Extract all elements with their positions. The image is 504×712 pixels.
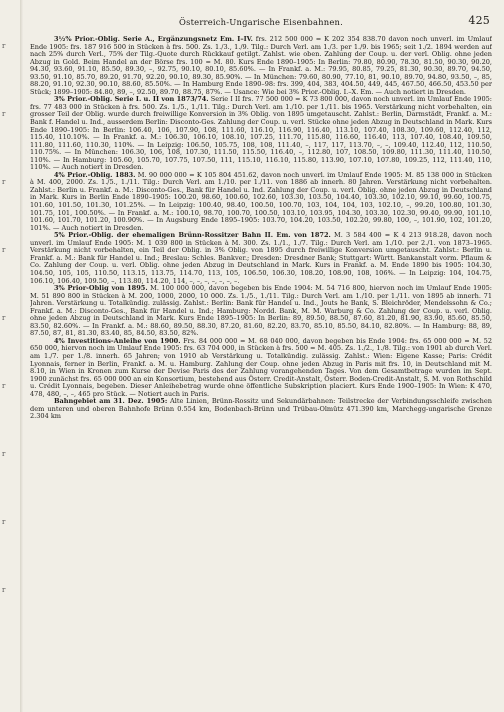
section-brunn-rossitzer (30, 232, 492, 285)
section-text: Frs. 84 000 000 = M. 68 040 000, davon begeben bis Ende 1904: frs. 65 000 000 = M. 52 650 000, hiervon noch im Umlauf Ende 1905: frs. 63 704 000, in Stücken à frs. 500 = M. 405. Zs. 1./2., 1./8. Tilg.: von 1901 ab durch Verl. am 1./7. per 1./8. innerh. 65 Jahren; von 1910 ab Verstärkung u. Totalkündig. zulässig. Zahlst.: Wien: Eigene Kasse; Paris: Crédit Lyonnais, ferner in Berlin, Frankf. a. M. u. Hamburg. Zahlung der Coup. ohne jeden Abzug in Paris mit frs. 10, in Deutschland mit M. 8.10, in Wien in Kronen zum Kurse der Devise Paris des der Zahlung vorangehenden Tages. Von dem Gesamtbetrage wurden im Sept. 1900 zunächst frs. 65 000 000 an ein Konsortium, bestehend aus Österr. Credit-Anstalt, Österr. Boden-Credit-Anstalt, S. M. von Rothschild u. Crédit Lyonnais, begeben. Dieser Anleihebetrag wurde ohne öffentliche Subskription placiert. Kurs Ende 1900–1905: In Wien: K 470, 478, 480, –, –, 465 pro Stück. — Notiert auch in Paris. (30, 336, 492, 398)
document-page (30, 14, 492, 708)
page-number: 425 (468, 14, 490, 27)
section-heading: 3½% Prior.-Oblig. Serie A., Ergänzungsnetz Em. I–IV. (54, 35, 253, 43)
section-heading: 3% Prior-Oblig von 1895. (54, 284, 148, 293)
section-text: M. 3 584 400 = K 4 213 918.28, davon noch unverl. im Umlauf Ende 1905: M. 1 039 800 in Stücken à M. 300. Zs. 1./1., 1./7. Tilg.: Durch Verl. am 1./10. per 2./1. von 1873–1965. Verstärkung nicht vorbehalten, ein Teil der Oblig. in 3% Oblig. von 1895 durch freiwillige Konversion umgetauscht. Zahlst.: Berlin u. Frankf. a. M.: Bank für Handel u. Ind.; Breslau: Schles. Bankver.; Dresden: Dresdner Bank; Stuttgart: Württ. Bankanstalt vorm. Pflaum & Co. Zahlung der Coup. u. verl. Oblig. ohne jeden Abzug in Deutschland in Mark. Kurs in Frankf. a. M. Ende 1890 bis 1905: 104.30, 104.50, 105, 105, 110.50, 113.15, 113.75, 114.70, 113, 105, 106.50, 106.30, 108.20, 108.90, 108, 106%. — In Leipzig: 104, 104.75, 106.10, 106.40, 109.50, –, 113.80, 114.20, 114, –, –, –, –, –, –, –. (30, 231, 492, 285)
gutter-mark: r (2, 518, 6, 526)
gutter-mark: r (2, 246, 6, 254)
section-heading: 4% Investitions-Anleihe von 1900. (54, 336, 181, 345)
page-gutter (0, 0, 18, 712)
running-title: Österreich-Ungarische Eisenbahnen. (179, 17, 343, 27)
gutter-mark: r (2, 110, 6, 118)
section-heading: 3% Prior.-Oblig. Serie I. u. II von 1873/74. (54, 95, 209, 104)
gutter-mark: r (2, 382, 6, 390)
section-text: frs. 212 500 000 = K 202 354 838.70 davon noch unverl. im Umlauf Ende 1905: frs. 187 916 500 in Stücken à frs. 500. Zs. 1./3., 1./9. Tilg.: Durch Verl. am 1./3. per 1./9. bis 1965; seit 1./2. 1894 werden auf nach 25% durch Verl., 75% der Tilg.-Quote durch Rückkauf getilgt. Zahlst. wie oben. Zahlung der Coup. u. der verl. Oblig. ohne jeden Abzug in Gold. Beim Handel an der Börse frs. 100 = M. 80. Kurs Ende 1890–1905: In Berlin: 79.80, 80.90, 78.30, 81.50, 90.30, 90.20, 94.30, 93.60, 91.10, 85.50, 89.30, –, 92.75, 90.10, 80.10, 85.60%. — In Frankf. a. M.: 79.95, 80.85, 79.25, 81.30, 90.30, 89.70, 94.50, 93.50, 91.10, 85.70, 89.20, 91.70, 92.20, 90.10, 89.30, 85.90%. — In München: 79.60, 80.90, 77.10, 81, 90.10, 89.70, 94.80, 93.50, –, 85, 88.20, 91.10, 92.30, 90.10, 88.60, 85.50%. — In Hamburg Ende 1890–98: frs. 399, 404, 383, 404.50, 449, 445, 467.50, 466.50, 453.50 per Stück; 1899–1905: 84.80, 89, –, 92.50, 89.70, 88.75, 87%. — Usance: Wie bei 3% Prior.-Oblig. I.–X. Em. — Auch notiert in Dresden. (30, 35, 492, 96)
page-header (30, 14, 492, 30)
section-investitions-anleihe (30, 338, 492, 398)
section-heading: Bahngebiet am 31. Dez. 1905: (54, 397, 168, 406)
gutter-mark: r (2, 42, 6, 50)
section-heading: 4% Prior.-Oblig. 1883. (54, 170, 136, 179)
section-prior-oblig-1873 (30, 96, 492, 171)
page-body (30, 36, 492, 421)
section-prior-oblig-1895 (30, 285, 492, 338)
gutter-mark: r (2, 450, 6, 458)
section-bahngebiet (30, 398, 492, 421)
section-heading: 5% Prior.-Oblig. der ehemaligen Brünn-Rossitzer Bahn II. Em. von 1872. (54, 231, 331, 240)
gutter-mark: r (2, 178, 6, 186)
section-prior-oblig-1883 (30, 172, 492, 232)
section-text: Alte Linien, Brünn-Rossitz und Sekundärbahnen: Teilstrecke der Verbindungsschleife zwischen dem unteren und oberen Bahnhofe Brünn 0.554 km, Bodenbach-Brünn und Trübau-Olmütz 471.390 km, Marchegg-ungarische Grenze 2.304 km (30, 397, 492, 421)
section-text: Serie I II frs. 77 500 000 = K 73 800 000, davon noch unverl. im Umlauf Ende 1905: frs. 77 483 000 in Stücken à frs. 500. Zs. 1./5., 1./11. Tilg.: Durch Verl. am 1./10. per 1./11. bis 1965. Verstärkung nicht vorbehalten, ein grosser Teil der Oblig. wurde durch freiwillige Konversion in 3% Oblig. von 1895 umgetauscht. Zahlst.: Berlin, Darmstädt, Frankf. a. M.: Bank f. Handel u. Ind., ausserdem Berlin: Disconto-Ges. Zahlung der Coup. u. verl. Stücke ohne jeden Abzug in Deutschland in Mark. Kurs Ende 1890–1905: In Berlin: 106.40, 106, 107.90, 108, 111.60, 116.10, 116.90, 116.40, 113.10, 107.40, 108.30, 109.60, 112.40, 112, 115.40, 110.10%. — In Frankf. a. M.: 106.30, 106.10, 108.10, 107.25, 111.70, 115.80, 116.60, 116.40, 113, 107.40, 108.40, 109.50, 111.80, 111.60, 110.30, 110%. — In Leipzig: 106.50, 105.75, 108, 108, 111.40, –, 117, 117, 113.70, –, –, 109.40, 112.40, 112, 110.50, 110.75%. — In München: 106.30, 106, 108, 107.30, 111.50, 115.50, 116.40, –, 112.80, 107, 108.50, 109.80, 111.30, 111.40, 110.50, 110%. — In Hamburg: 105.60, 105.70, 107.75, 107.50, 111, 115.10, 116.10, 115.80, 113.90, 107.10, 107.80, 109.25, 112, 111.40, 110, 110%. — Auch notiert in Dresden. (30, 95, 492, 172)
gutter-mark: r (2, 586, 6, 594)
gutter-mark: r (2, 314, 6, 322)
section-prior-oblig-serie-a (30, 36, 492, 96)
section-text: M. 100 000 000, davon begeben bis Ende 1904: M. 54 716 800, hiervon noch im Umlauf Ende 1905: M. 51 890 800 in Stücken à M. 200, 1000, 2000, 10 000. Zs. 1./5., 1./11. Tilg.: Durch Verl. am 1./10. per 1./11. von 1895 ab innerh. 71 Jahren. Verstärkung u. Totalkündig. zulässig. Zahlst.: Berlin: Bank für Handel u. Ind., Jouts he Bank, S. Bleichröder, Mendelssohn & Co.; Frankf. a. M.: Disconto-Ges., Bank für Handel u. Ind.; Hamburg: Nordd. Bank, M. M. Warburg & Co. Zahlung der Coup. u. verl. Oblig. ohne jeden Abzug in Deutschland in Mark. Kurs Ende 1895–1905: In Berlin: 89, 89.50, 88.50, 87.60, 81.20, 81.90, 83.90, 85.60, 85.50, 83.50, 82.60%. — In Frankf. a. M.: 88.60, 89.50, 88.30, 87.20, 81.60, 82.20, 83.70, 85.10, 85.50, 84.10, 82.80%. — In Hamburg: 88, 89, 87.50, 87, 81, 81.30, 83.40, 85, 84.50, 83.50, 82%. (30, 284, 492, 338)
page-fold (20, 0, 23, 712)
section-text: M. 90 000 000 = K 105 804 451.62, davon noch unverl. im Umlauf Ende 1905: M. 85 138 000 in Stücken à M. 400, 2000. Zs. 1./5., 1./11. Tilg.: Durch Verl. am 1./10. per 1./11. von 1886 ab innerh. 80 Jahren. Verstärkung nicht vorbehalten. Zahlst.: Berlin u. Frankf. a. M.: Disconto-Ges., Bank für Handel u. Ind. Zahlung der Coup. u. verl. Oblig. ohne jeden Abzug in Deutschland in Mark. Kurs in Berlin Ende 1890–1905: 100.20, 98.60, 100.60, 102.60, 103.30, 103.50, 104.40, 103.30, 102.10, 99.10, 99.60, 100.75, 101.60, 101.50, 101.30, 101.25%. — In Leipzig: 100.40, 98.40, 100.50, 100.70, 103, 104, 104, 103, 102.10, –, 99.20, 100.80, 101.30, 101.75, 101, 100.50%. — In Frankf. a. M.: 100.10, 98.70, 100.70, 100.50, 103.10, 103.95, 104.30, 103.30, 102.30, 99.40, 99.90, 101.10, 101.60, 101.70, 101.20, 100.90%. — In Augsburg Ende 1895–1905: 103.70, 104.20, 103.50, 102.20, 99.80, 100, –, 101.90, 102, 101.20, 101%. — Auch notiert in Dresden. (30, 170, 492, 232)
